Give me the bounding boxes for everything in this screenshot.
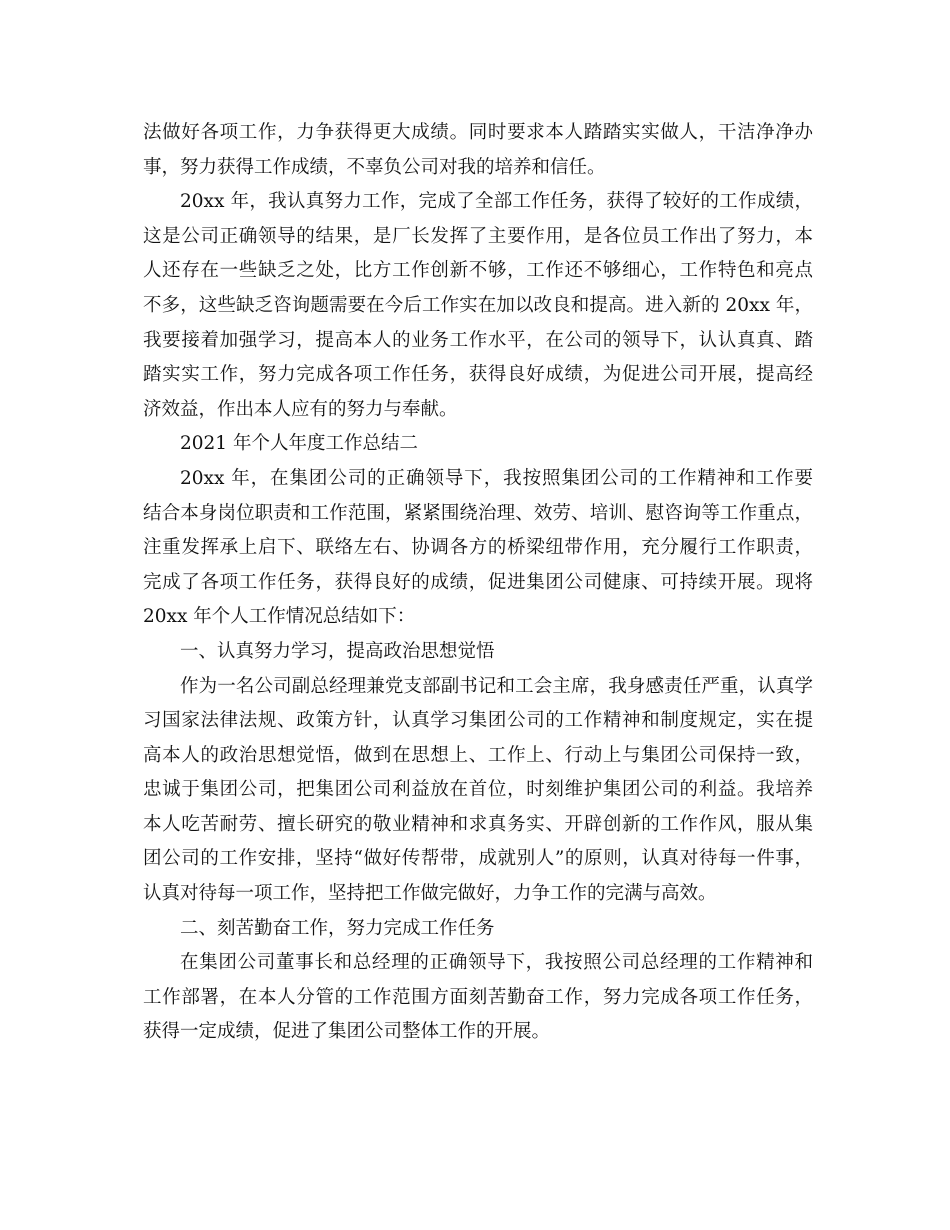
document-line: 注重发挥承上启下、联络左右、协调各方的桥梁纽带作用，充分履行工作职责， [143, 537, 813, 559]
document-line: 不多，这些缺乏咨询题需要在今后工作实在加以改良和提高。进入新的 20xx 年， [143, 294, 813, 316]
document-line: 20xx 年个人工作情况总结如下： [143, 606, 416, 628]
document-line: 获得一定成绩，促进了集团公司整体工作的开展。 [143, 1021, 551, 1043]
document-line: 济效益，作出本人应有的努力与奉献。 [143, 398, 458, 420]
document-line: 一、认真努力学习，提高政治思想觉悟 [180, 640, 495, 662]
document-line: 这是公司正确领导的结果，是厂长发挥了主要作用，是各位员工作出了努力，本 [143, 225, 813, 247]
document-line: 二、刻苦勤奋工作，努力完成工作任务 [180, 917, 495, 939]
document-line: 在集团公司董事长和总经理的正确领导下，我按照公司总经理的工作精神和 [180, 952, 813, 974]
document-line: 事，努力获得工作成绩，不辜负公司对我的培养和信任。 [143, 156, 606, 178]
document-line: 完成了各项工作任务，获得良好的成绩，促进集团公司健康、可持续开展。现将 [143, 571, 813, 593]
document-line: 人还存在一些缺乏之处，比方工作创新不够，工作还不够细心，工作特色和亮点 [143, 260, 813, 282]
document-line: 20xx 年，在集团公司的正确领导下，我按照集团公司的工作精神和工作要 [180, 467, 813, 489]
document-body [143, 116, 813, 1050]
document-line: 工作部署，在本人分管的工作范围方面刻苦勤奋工作，努力完成各项工作任务， [143, 986, 813, 1008]
document-line: 20xx 年，我认真努力工作，完成了全部工作任务，获得了较好的工作成绩， [180, 191, 813, 213]
document-line: 作为一名公司副总经理兼党支部副书记和工会主席，我身感责任严重，认真学 [180, 675, 813, 697]
document-line: 高本人的政治思想觉悟，做到在思想上、工作上、行动上与集团公司保持一致， [143, 744, 813, 766]
document-line: 认真对待每一项工作，坚持把工作做完做好，力争工作的完满与高效。 [143, 883, 717, 905]
document-line: 结合本身岗位职责和工作范围，紧紧围绕治理、效劳、培训、慰咨询等工作重点， [143, 502, 813, 524]
document-line: 2021 年个人年度工作总结二 [180, 433, 418, 455]
document-line: 法做好各项工作，力争获得更大成绩。同时要求本人踏踏实实做人，干洁净净办 [143, 122, 813, 143]
document-line: 忠诚于集团公司，把集团公司利益放在首位，时刻维护集团公司的利益。我培养 [143, 779, 813, 801]
document-line: 习国家法律法规、政策方针，认真学习集团公司的工作精神和制度规定，实在提 [143, 710, 813, 732]
document-line: 我要接着加强学习，提高本人的业务工作水平，在公司的领导下，认认真真、踏 [143, 329, 813, 351]
document-line: 团公司的工作安排，坚持“做好传帮带，成就别人”的原则，认真对待每一件事， [143, 848, 813, 870]
document-line: 本人吃苦耐劳、擅长研究的敬业精神和求真务实、开辟创新的工作作风，服从集 [143, 813, 813, 835]
document-line: 踏实实工作，努力完成各项工作任务，获得良好成绩，为促进公司开展，提高经 [143, 364, 813, 386]
